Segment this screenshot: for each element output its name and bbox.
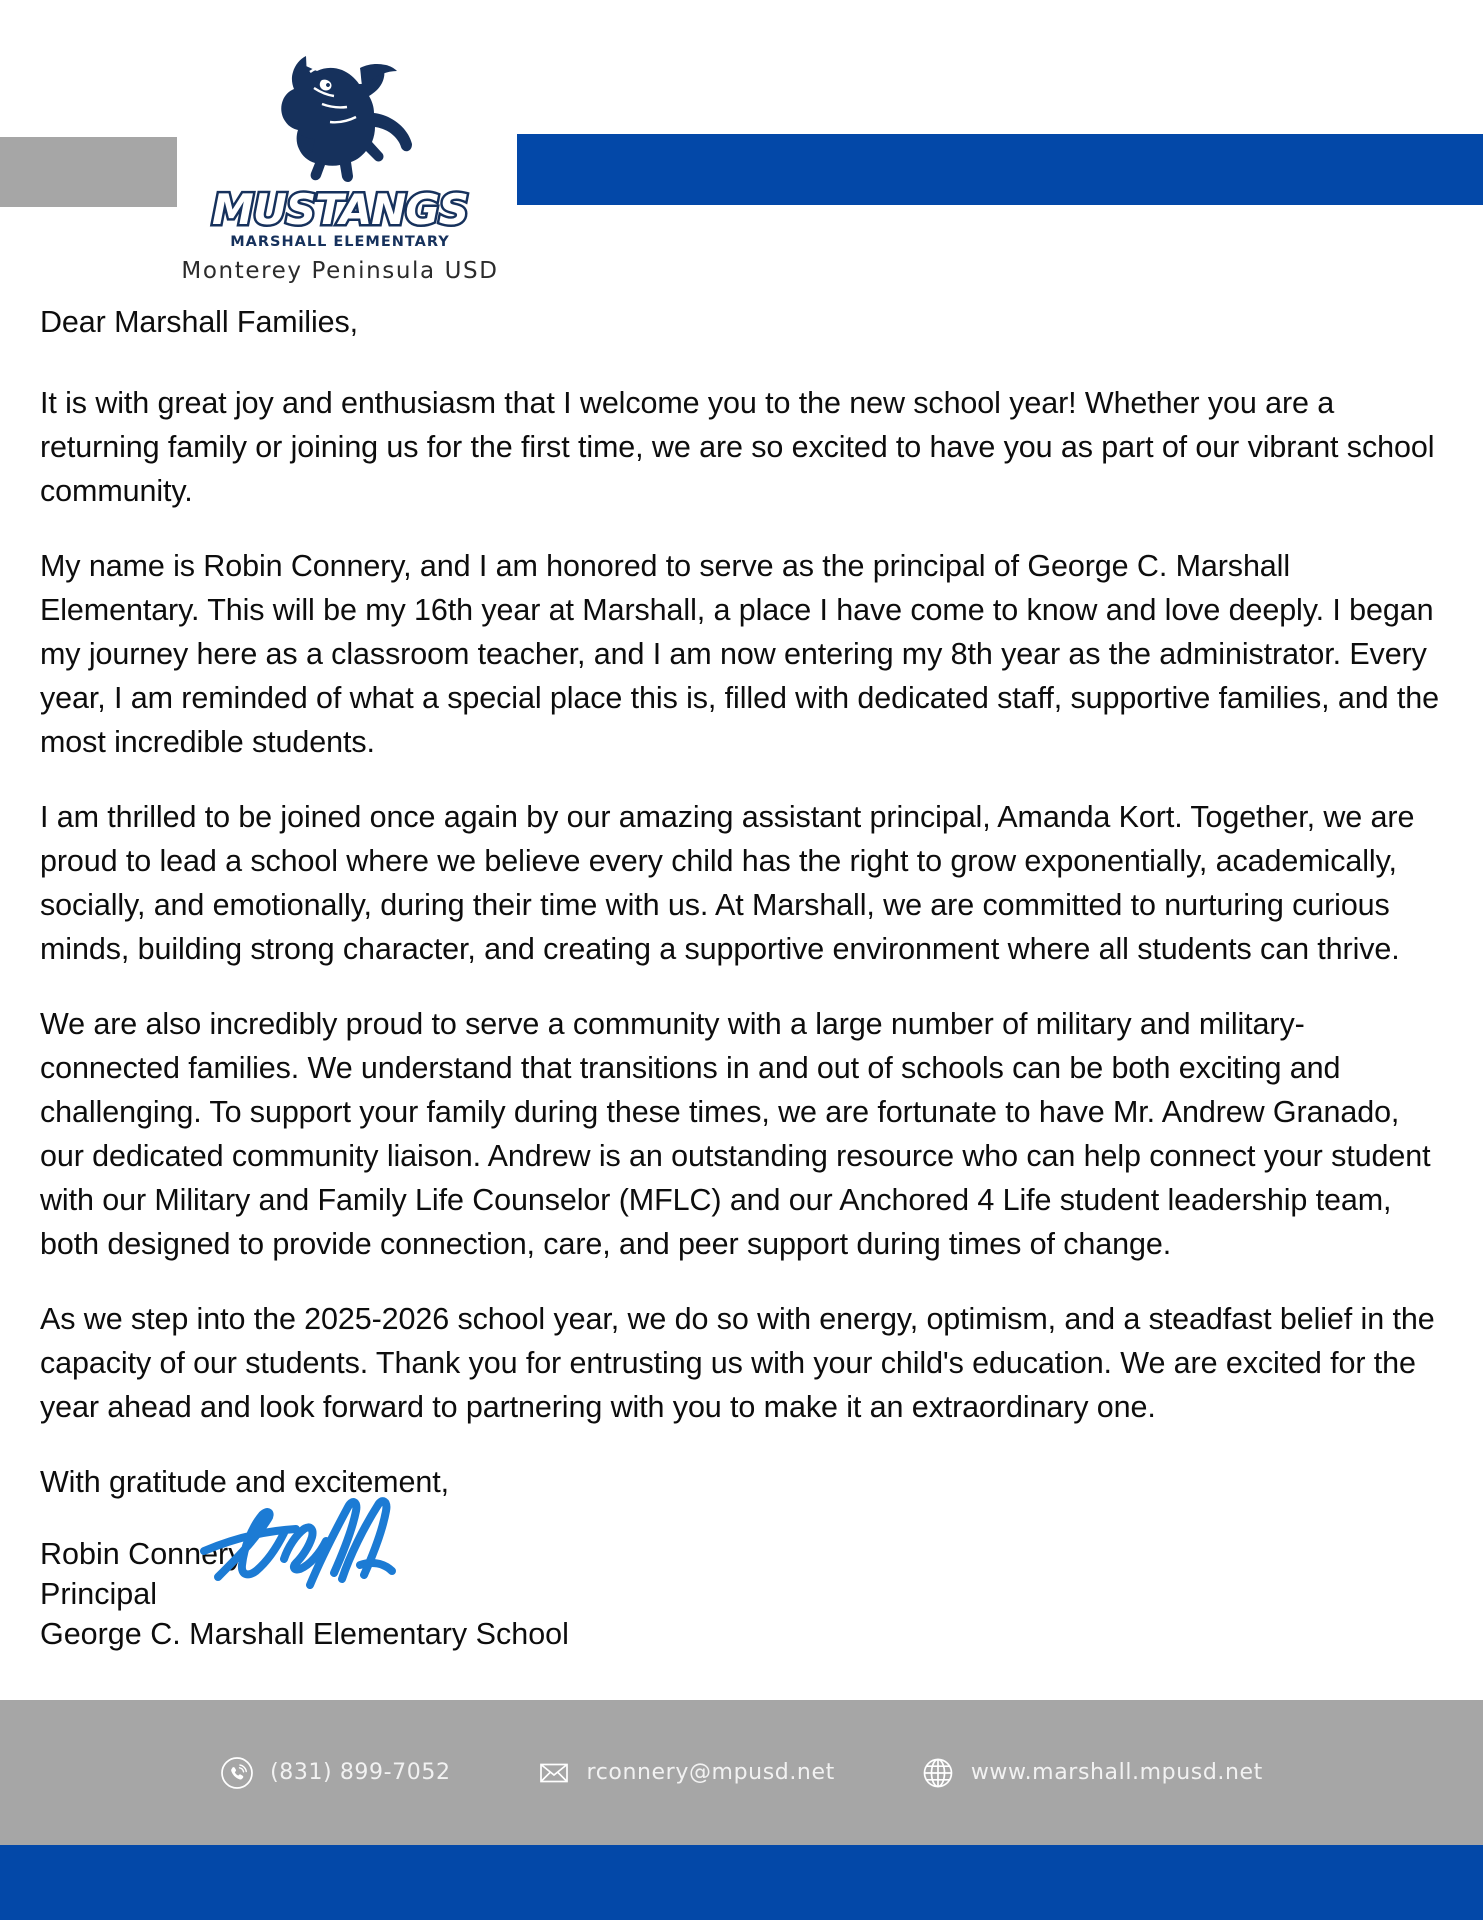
globe-icon (921, 1756, 955, 1790)
paragraph-assistant-principal: I am thrilled to be joined once again by our amazing assistant principal, Amanda Kort. Together, we are proud to lead a school where we believe every child has the right to grow exponentially, academically, socially, and emotionally, during their time with us. At Marshall, we are committed to nurturing curious minds, building strong character, and creating a supportive environment where all students can thrive. (40, 800, 1415, 966)
signature-title: Principal (40, 1577, 157, 1611)
footer-accent-bar-blue (0, 1845, 1483, 1920)
letterhead-header (0, 0, 1483, 300)
closing-line: With gratitude and excitement, (40, 1465, 449, 1499)
footer-contact-bar (0, 1700, 1483, 1845)
email-icon (537, 1756, 571, 1790)
mustang-horse-icon (210, 38, 470, 188)
footer-email[interactable] (537, 1756, 835, 1790)
signature-block (40, 1534, 1443, 1654)
footer-phone-text: (831) 899-7052 (270, 1760, 451, 1785)
letter-body (0, 300, 1483, 1654)
school-logo (160, 38, 520, 284)
paragraph-military-families: We are also incredibly proud to serve a community with a large number of military and military-connected families. We understand that transitions in and out of schools can be both exciting and challenging. To support your family during these times, we are fortunate to have Mr. Andrew Granado, our dedicated community liaison. Andrew is an outstanding resource who can help connect your student with our Military and Family Life Counselor (MFLC) and our Anchored 4 Life student leadership team, both designed to provide connection, care, and peer support during times of change. (40, 1007, 1431, 1261)
paragraph-welcome: It is with great joy and enthusiasm that I welcome you to the new school year! Whether you are a returning family or joining us for the first time, we are so excited to have you as part of our vibrant school community. (40, 386, 1435, 508)
phone-icon (220, 1756, 254, 1790)
wordmark-mustangs-text: MUSTANGS (212, 185, 468, 234)
signature-name: Robin Connery (40, 1537, 244, 1571)
footer-website[interactable] (921, 1756, 1263, 1790)
paragraph-school-year: As we step into the 2025-2026 school year, we do so with energy, optimism, and a steadfast belief in the capacity of our students. Thank you for entrusting us with your child's education. We are excited for the year ahead and look forward to partnering with you to make it an extraordinary one. (40, 1302, 1435, 1424)
mustangs-wordmark-icon (190, 182, 490, 252)
salutation: Dear Marshall Families, (40, 305, 359, 339)
paragraph-introduction: My name is Robin Connery, and I am honored to serve as the principal of George C. Marshall Elementary. This will be my 16th year at Marshall, a place I have come to know and love deeply. I began my journey here as a classroom teacher, and I am now entering my 8th year as the administrator. Every year, I am reminded of what a special place this is, filled with dedicated staff, supportive families, and the most incredible students. (40, 549, 1439, 759)
footer-website-text: www.marshall.mpusd.net (970, 1760, 1263, 1785)
district-name: Monterey Peninsula USD (181, 258, 499, 284)
header-accent-bar-gray (0, 137, 177, 207)
footer-phone[interactable] (220, 1756, 450, 1790)
signature-school: George C. Marshall Elementary School (40, 1617, 569, 1651)
footer-email-text: rconnery@mpusd.net (586, 1760, 835, 1785)
wordmark-marshall-elementary-text: MARSHALL ELEMENTARY (230, 234, 450, 250)
header-accent-bar-blue (517, 134, 1483, 205)
